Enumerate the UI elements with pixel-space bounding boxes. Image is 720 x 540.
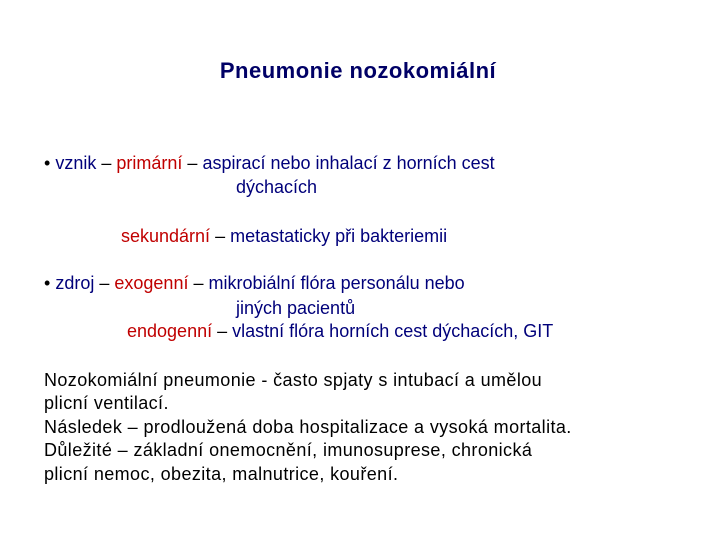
type-dash: – xyxy=(217,321,228,341)
type-endogenni: endogenní xyxy=(127,321,213,341)
type-description-continued: jiných pacientů xyxy=(236,298,356,318)
summary-paragraph xyxy=(44,369,714,486)
bullet-dash: – xyxy=(101,153,112,173)
type-description: vlastní flóra horních cest dýchacích, GIT xyxy=(232,321,554,341)
bullet-vznik xyxy=(44,152,495,174)
bullet-zdroj xyxy=(44,272,465,294)
paragraph-line: Následek – prodloužená doba hospitalizace a vysoká mortalita. xyxy=(44,416,572,437)
bullet-dash: – xyxy=(99,273,110,293)
type-exogenni: exogenní xyxy=(114,273,189,293)
type-dash: – xyxy=(193,273,204,293)
type-sekundarni: sekundární xyxy=(121,226,211,246)
paragraph-line: Důležité – základní onemocnění, imunosuprese, chronická xyxy=(44,440,533,461)
bullet-marker: • xyxy=(44,153,51,173)
bullet-label: zdroj xyxy=(55,273,95,293)
type-description: mikrobiální flóra personálu nebo xyxy=(208,273,465,293)
paragraph-line: plicní nemoc, obezita, malnutrice, kouření. xyxy=(44,463,399,484)
bullet-marker: • xyxy=(44,273,51,293)
type-description: aspirací nebo inhalací z horních cest xyxy=(202,153,495,173)
subtype-endogenni xyxy=(127,320,553,342)
bullet-label: vznik xyxy=(55,153,97,173)
paragraph-line: Nozokomiální pneumonie - často spjaty s intubací a umělou xyxy=(44,370,543,390)
type-description: metastaticky při bakteriemii xyxy=(230,226,448,246)
type-primarni: primární xyxy=(116,153,183,173)
paragraph-line: plicní ventilací. xyxy=(44,393,169,414)
slide-title: Pneumonie nozokomiální xyxy=(219,58,497,83)
type-dash: – xyxy=(215,226,226,246)
subtype-sekundarni xyxy=(121,225,447,247)
type-description-continued: dýchacích xyxy=(236,177,318,197)
type-dash: – xyxy=(187,153,198,173)
